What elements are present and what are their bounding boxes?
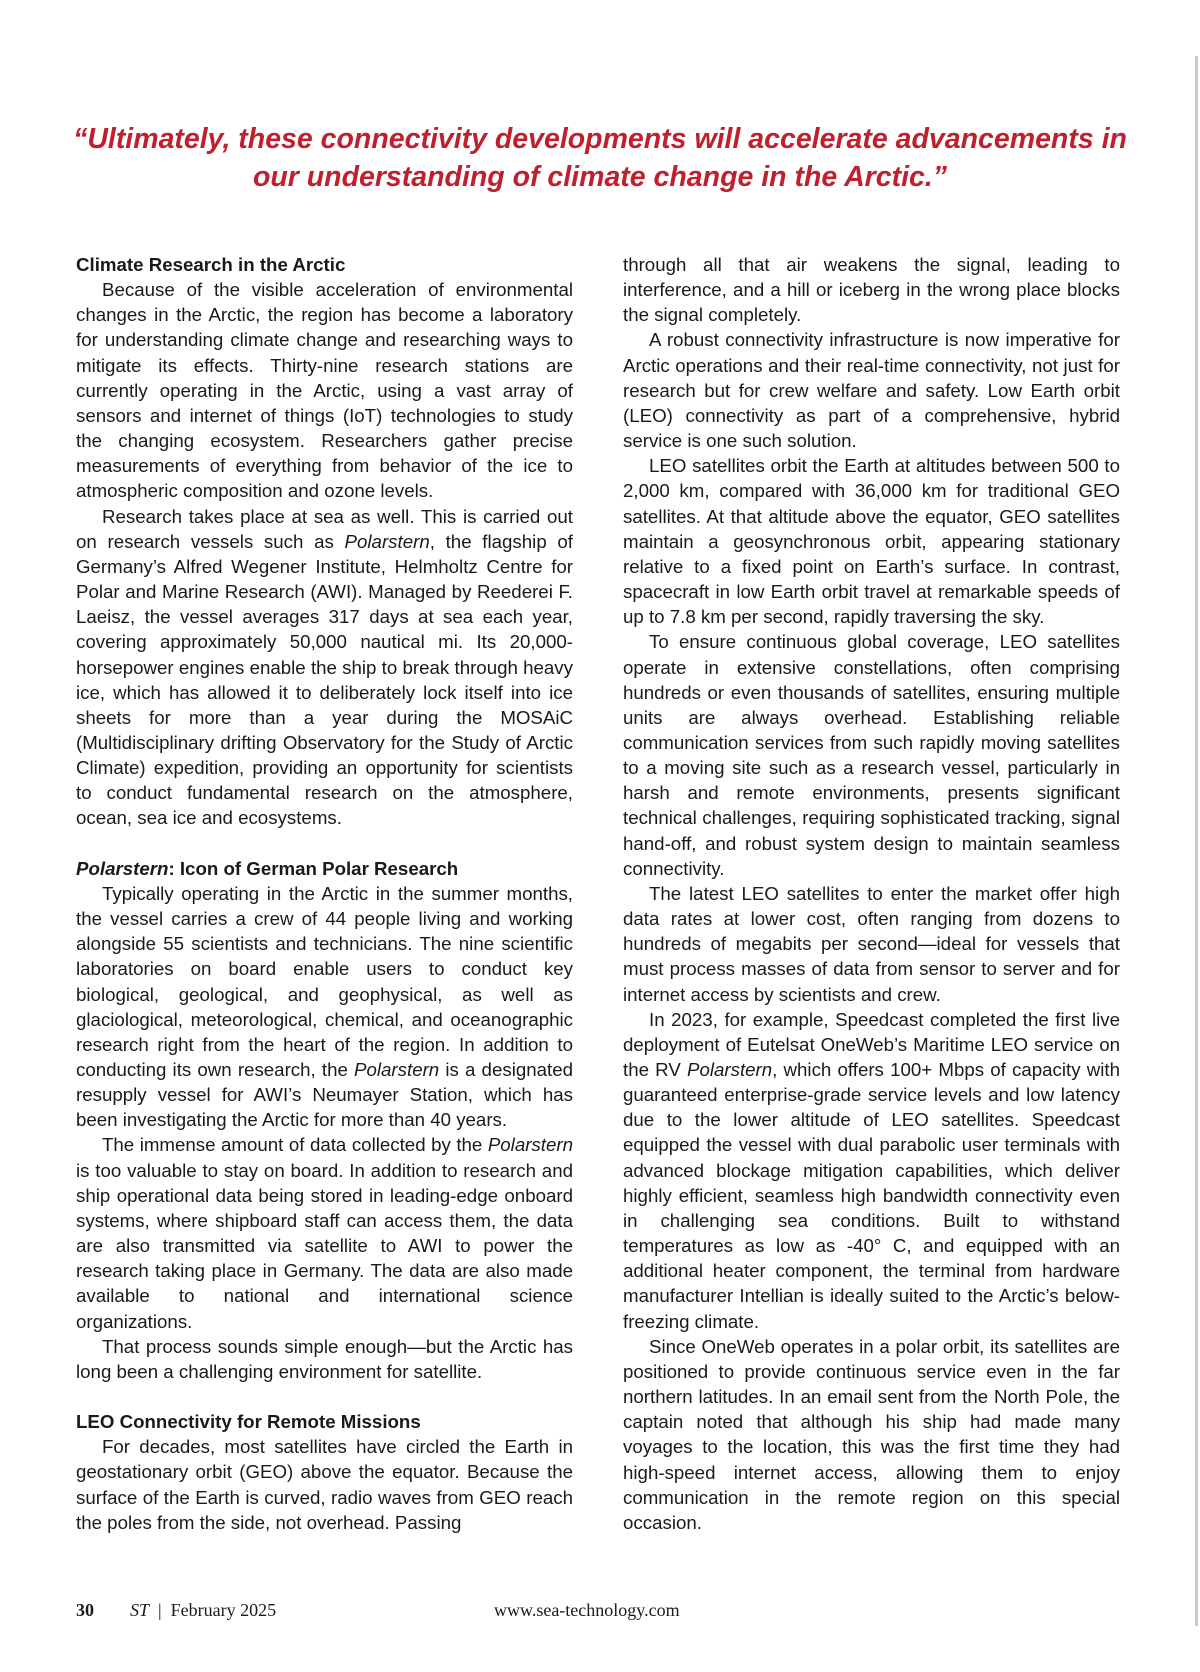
text-run: In 2023, for example, Speedcast completed the first live deployment of Eutelsat OneWeb’s Maritime LEO service on the RV	[623, 1008, 1120, 1080]
vessel-name: Polarstern	[686, 1059, 773, 1080]
paragraph: The latest LEO satellites to enter the market offer high data rates at lower cost, often ranging from dozens to hundreds of megabits per second—ideal for vessels that must process masses of data from sensor to server and for internet access by scientists and crew.	[623, 882, 1120, 1005]
paragraph	[76, 881, 573, 1133]
heading-text: : Icon of German Polar Research	[168, 857, 459, 879]
vessel-name: Polarstern	[76, 857, 169, 879]
publication-info	[130, 1600, 276, 1621]
paragraph: Because of the visible acceleration of environmental changes in the Arctic, the region has become a laboratory for understanding climate change and researching ways to mitigate its effects. Thirty-nine research stations are currently operating in the Arctic, using a vast array of sensors and internet of things (IoT) technologies to study the changing ecosystem. Researchers gather precise measurements of everything from behavior of the ice to atmospheric composition and ozone levels.	[76, 279, 573, 502]
pull-quote-line-1: “Ultimately, these connectivity developments will accelerate advancements in	[73, 123, 1127, 155]
heading-leo-connectivity: LEO Connectivity for Remote Missions	[76, 1411, 421, 1433]
website-url: www.sea-technology.com	[494, 1600, 680, 1620]
footer-separator: |	[158, 1600, 162, 1620]
issue-date: February 2025	[170, 1600, 277, 1620]
pull-quote	[60, 120, 1140, 196]
text-run: is too valuable to stay on board. In addition to research and ship operational data being stored in leading-edge onboard systems, where shipboard staff can access them, the data are also transmitted via satellite to AWI to power the research taking place in Germany. The data are also made available to national and international science organizations.	[76, 1159, 573, 1332]
page-footer	[76, 1600, 1076, 1630]
heading-climate-research: Climate Research in the Arctic	[76, 254, 346, 275]
publication-abbr: ST	[130, 1600, 150, 1620]
heading-polarstern-icon	[76, 856, 573, 881]
vessel-name: Polarstern	[487, 1134, 573, 1156]
text-run: , which offers 100+ Mbps of capacity with guaranteed enterprise-grade service levels and low latency due to the lower altitude of LEO satellites. Speedcast equipped the vessel with dual parabolic user terminals with advanced blockage mitigation capabilities, which deliver highly efficient, seamless high bandwidth connectivity even in challenging sea conditions. Built to withstand temperatures as low as -40° C, and equipped with an additional heater component, the terminal from hardware manufacturer Intellian is ideally suited to the Arctic’s below-freezing climate.	[623, 1059, 1121, 1332]
page-edge-rule	[1195, 56, 1198, 1626]
vessel-name: Polarstern	[344, 530, 430, 552]
text-run: The immense amount of data collected by the	[102, 1134, 488, 1156]
text-run: , the flagship of Germany’s Alfred Wegener Institute, Helmholtz Centre for Polar and Marine Research (AWI). Managed by Reederei F. Laeisz, the vessel averages 317 days at sea each year, covering approximately 50,000 nautical mi. Its 20,000-horsepower engines enable the ship to break through heavy ice, which has allowed it to deliberately lock itself into ice sheets for more than a year during the MOSAiC (Multidisciplinary drifting Observatory for the Study of Arctic Climate) expedition, providing an opportunity for scientists to conduct fundamental research on the atmosphere, ocean, sea ice and ecosystems.	[76, 530, 573, 829]
right-column	[623, 252, 1120, 1535]
paragraph: For decades, most satellites have circled the Earth in geostationary orbit (GEO) above the equator. Because the surface of the Earth is curved, radio waves from GEO reach the poles from the side, not overhead. Passing	[76, 1436, 573, 1533]
paragraph	[76, 1132, 573, 1333]
text-run: is a designated resupply vessel for AWI’s Neumayer Station, which has been investigating the Arctic for more than 40 years.	[76, 1058, 574, 1131]
text-run: Research takes place at sea as well. This is carried out on research vessels such as	[76, 505, 573, 552]
page-number: 30	[76, 1600, 94, 1620]
paragraph	[623, 1007, 1120, 1334]
left-column	[76, 252, 573, 1535]
paragraph: A robust connectivity infrastructure is now imperative for Arctic operations and their real-time connectivity, not just for research but for crew welfare and safety. Low Earth orbit (LEO) connectivity as part of a comprehensive, hybrid service is one such solution.	[623, 329, 1120, 452]
paragraph-continued: through all that air weakens the signal, leading to interference, and a hill or iceberg in the wrong place blocks the signal completely.	[623, 254, 1120, 326]
paragraph: LEO satellites orbit the Earth at altitudes between 500 to 2,000 km, compared with 36,000 km for traditional GEO satellites. At that altitude above the equator, GEO satellites maintain a geosynchronous orbit, appearing stationary relative to a fixed point on Earth’s surface. In contrast, spacecraft in low Earth orbit travel at remarkable speeds of up to 7.8 km per second, rapidly traversing the sky.	[623, 455, 1120, 628]
pull-quote-line-2: our understanding of climate change in the Arctic.”	[252, 161, 948, 193]
paragraph: Since OneWeb operates in a polar orbit, its satellites are positioned to provide continuous service even in the far northern latitudes. In an email sent from the North Pole, the captain noted that although his ship had made many voyages to the location, this was the first time they had high-speed internet access, allowing them to enjoy communication in the remote region on this special occasion.	[623, 1335, 1120, 1533]
vessel-name: Polarstern	[354, 1058, 440, 1080]
paragraph	[76, 504, 573, 831]
text-run: Typically operating in the Arctic in the summer months, the vessel carries a crew of 44 people living and working alongside 55 scientists and technicians. The nine scientific laboratories on board enable users to conduct key biological, geological, and geophysical, as well as glaciological, meteorological, chemical, and oceanographic research right from the heart of the region. In addition to conducting its own research, the	[76, 882, 573, 1080]
paragraph: To ensure continuous global coverage, LEO satellites operate in extensive constellations, often comprising hundreds or even thousands of satellites, ensuring multiple units are always overhead. Establishing reliable communication services from such rapidly moving satellites to a moving site such as a research vessel, particularly in harsh and remote environments, presents significant technical challenges, requiring sophisticated tracking, signal hand-off, and robust system design to maintain seamless connectivity.	[623, 631, 1120, 879]
paragraph: That process sounds simple enough—but the Arctic has long been a challenging environment for satellite.	[76, 1335, 573, 1382]
